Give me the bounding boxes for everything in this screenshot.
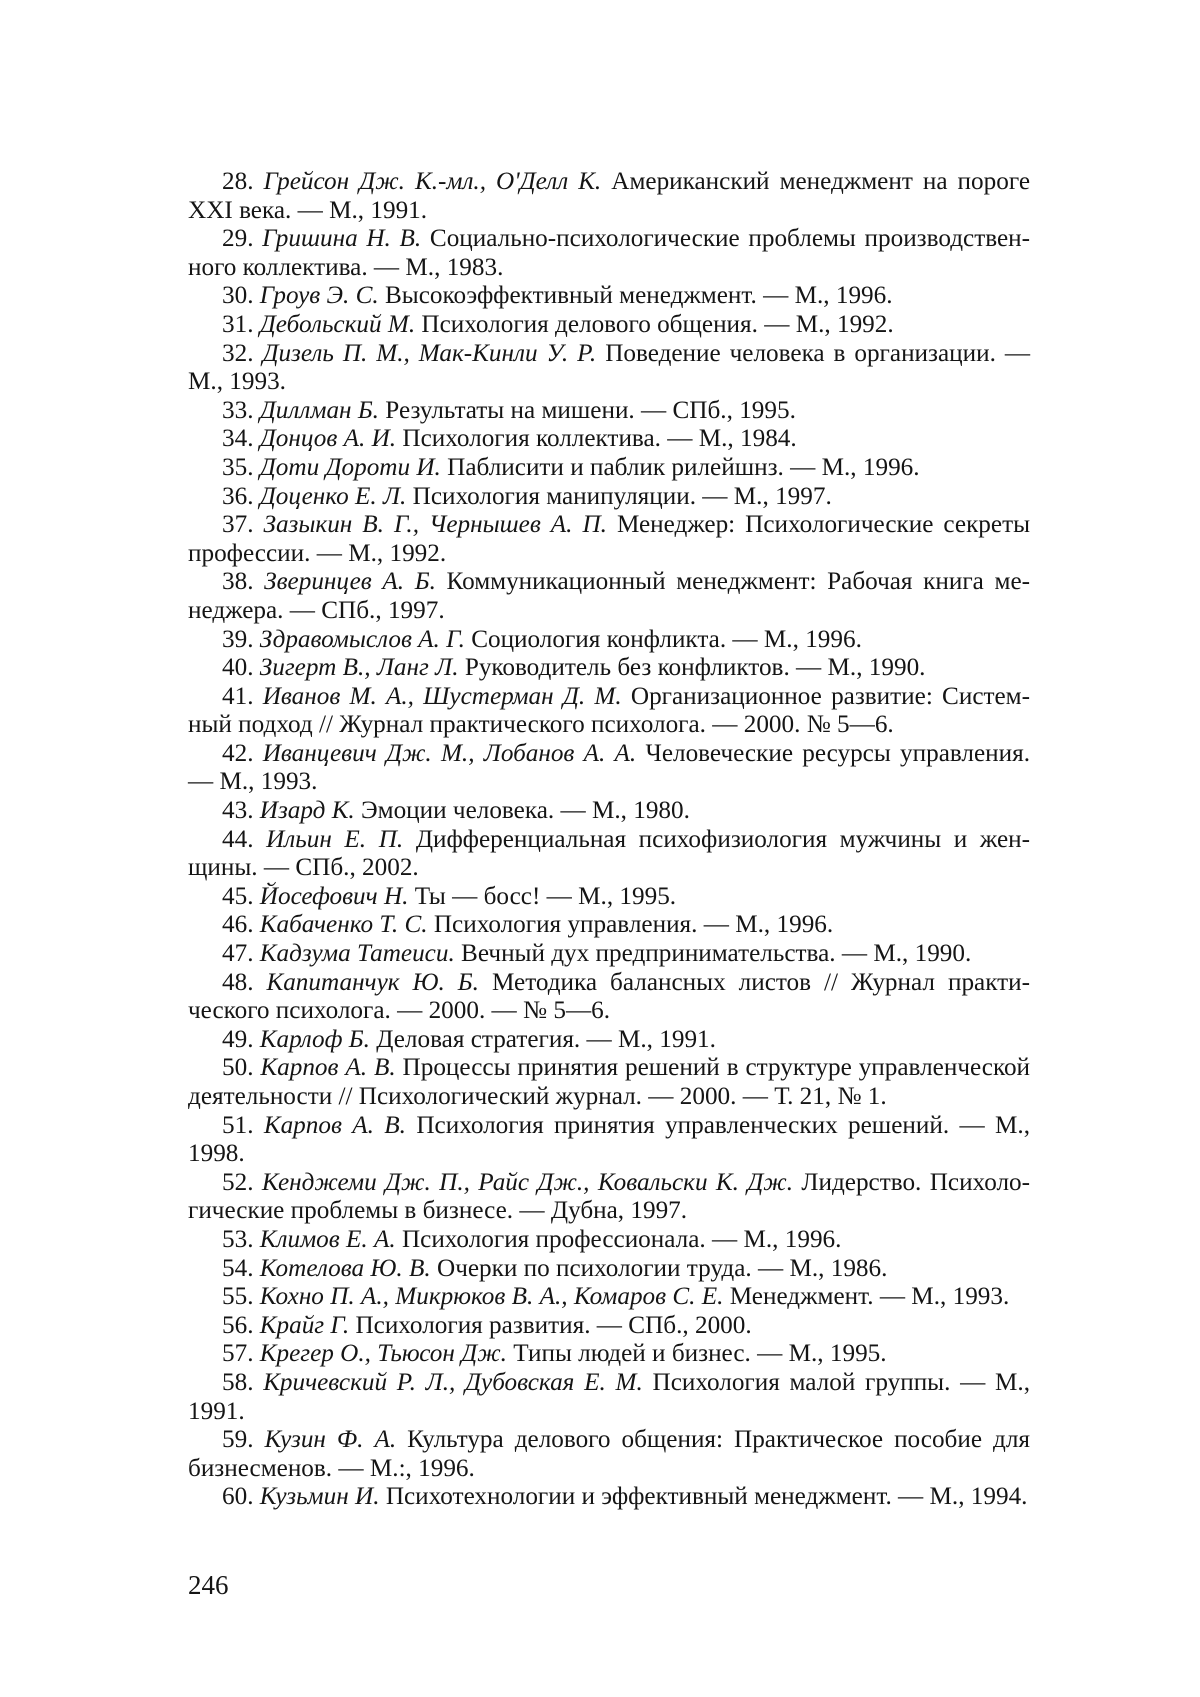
- reference-entry: [188, 969, 1030, 1026]
- reference-entry: [188, 1369, 1030, 1426]
- reference-authors: Крегер О., Тьюсон Дж.: [259, 1340, 507, 1368]
- reference-number: 49.: [222, 1025, 254, 1053]
- reference-number: 31.: [222, 310, 254, 338]
- reference-authors: Карлоф Б.: [259, 1025, 370, 1053]
- reference-number: 50.: [222, 1054, 254, 1082]
- reference-authors: Климов Е. А.: [259, 1225, 396, 1253]
- reference-authors: Дебольский М.: [259, 310, 416, 338]
- reference-authors: Крайг Г.: [259, 1311, 350, 1339]
- reference-text: Типы людей и бизнес. — М., 1995.: [513, 1340, 887, 1368]
- reference-text: Вечный дух предпринимательства. — М., 1990.: [461, 940, 972, 968]
- reference-number: 46.: [222, 911, 254, 939]
- reference-text: Поведение человека в организации. — М., 1993.: [188, 339, 1031, 396]
- reference-list: [188, 168, 1030, 1512]
- reference-number: 43.: [222, 797, 254, 825]
- reference-number: 39.: [222, 625, 254, 653]
- reference-entry: [188, 940, 1030, 969]
- reference-authors: Доценко Е. Л.: [259, 482, 407, 510]
- reference-text: Психология коллектива. — М., 1984.: [402, 425, 797, 453]
- reference-text: Психотехнологии и эффективный менеджмент. — М., 1994.: [385, 1483, 1028, 1511]
- reference-authors: Гроув Э. С.: [259, 282, 379, 310]
- reference-text: Психология манипуляции. — М., 1997.: [412, 482, 832, 510]
- reference-authors: Йосефович Н.: [259, 882, 409, 910]
- reference-text: Паблисити и паблик рилейшнз. — М., 1996.: [447, 453, 920, 481]
- reference-authors: Кузин Ф. А.: [264, 1426, 397, 1454]
- reference-authors: Зазыкин В. Г., Чернышев А. П.: [263, 511, 607, 539]
- reference-text: Ты — босс! — М., 1995.: [414, 882, 677, 910]
- reference-number: 47.: [222, 940, 254, 968]
- reference-authors: Кричевский Р. Л., Дубовская Е. М.: [263, 1368, 643, 1396]
- reference-authors: Карпов А. В.: [260, 1054, 396, 1082]
- reference-entry: [188, 1426, 1030, 1483]
- reference-text: Социально-психологические проблемы производственного коллектива. — М., 1983.: [188, 225, 1031, 281]
- reference-text: Психология малой группы. — М., 1991.: [188, 1368, 1031, 1425]
- reference-authors: Гришина Н. В.: [262, 225, 422, 253]
- reference-entry: [188, 911, 1030, 940]
- reference-authors: Котелова Ю. В.: [259, 1254, 431, 1282]
- reference-entry: [188, 740, 1030, 797]
- reference-authors: Доти Дороти И.: [259, 453, 441, 481]
- reference-number: 28.: [222, 168, 254, 195]
- reference-text: Психология развития. — СПб., 2000.: [355, 1311, 752, 1339]
- reference-entry: [188, 1112, 1030, 1169]
- reference-text: Культура делового общения: Практическое пособие для бизнесменов. — М.:, 1996.: [188, 1426, 1030, 1482]
- reference-text: Психология управления. — М., 1996.: [433, 911, 834, 939]
- reference-number: 38.: [222, 568, 254, 596]
- reference-authors: Изард К.: [259, 797, 355, 825]
- reference-authors: Грейсон Дж. К.-мл., О'Делл К.: [263, 168, 602, 195]
- reference-entry: [188, 397, 1030, 426]
- reference-number: 41.: [222, 682, 254, 710]
- reference-text: Руководитель без конфликтов. — М., 1990.: [464, 654, 926, 682]
- reference-text: Психология делового общения. — М., 1992.: [421, 310, 894, 338]
- reference-entry: [188, 1169, 1030, 1226]
- reference-entry: [188, 654, 1030, 683]
- reference-entry: [188, 340, 1030, 397]
- reference-text: Коммуникационный менеджмент: Рабочая книга менеджера. — СПб., 1997.: [188, 568, 1031, 624]
- reference-authors: Кузьмин И.: [259, 1483, 380, 1511]
- reference-entry: [188, 1483, 1030, 1512]
- reference-entry: [188, 225, 1030, 282]
- reference-authors: Кадзума Татеиси.: [259, 940, 455, 968]
- reference-entry: [188, 311, 1030, 340]
- reference-number: 44.: [222, 825, 254, 853]
- reference-authors: Донцов А. И.: [259, 425, 397, 453]
- reference-number: 45.: [222, 882, 254, 910]
- reference-text: Деловая стратегия. — М., 1991.: [376, 1025, 716, 1053]
- reference-text: Социология конфликта. — М., 1996.: [471, 625, 862, 653]
- reference-authors: Кенджеми Дж. П., Райс Дж., Ковальски К. Дж.: [261, 1168, 794, 1196]
- reference-authors: Иванцевич Дж. М., Лобанов А. А.: [262, 739, 637, 767]
- reference-text: Психология профессионала. — М., 1996.: [401, 1225, 842, 1253]
- reference-entry: [188, 797, 1030, 826]
- reference-number: 58.: [222, 1368, 254, 1396]
- reference-text: Процессы принятия решений в структуре управленческой деятельности // Психологический журнал. — 2000. — Т. 21, № 1.: [188, 1054, 1031, 1110]
- reference-entry: [188, 683, 1030, 740]
- reference-authors: Кабаченко Т. С.: [259, 911, 428, 939]
- reference-authors: Капитанчук Ю. Б.: [266, 968, 479, 996]
- reference-entry: [188, 1312, 1030, 1341]
- reference-entry: [188, 1255, 1030, 1284]
- reference-number: 54.: [222, 1254, 254, 1282]
- reference-number: 42.: [222, 739, 254, 767]
- reference-text: Человеческие ресурсы управления. — М., 1993.: [188, 739, 1031, 796]
- reference-number: 36.: [222, 482, 254, 510]
- reference-text: Результаты на мишени. — СПб., 1995.: [385, 396, 796, 424]
- reference-text: Организационное развитие: Системный подход // Журнал практического психолога. — 2000. № 5—6.: [188, 682, 1031, 739]
- reference-text: Психология принятия управленческих решений. — М., 1998.: [188, 1111, 1031, 1168]
- reference-number: 60.: [222, 1483, 254, 1511]
- reference-authors: Кохно П. А., Микрюков В. А., Комаров С. Е.: [259, 1283, 724, 1311]
- reference-entry: [188, 1283, 1030, 1312]
- reference-text: Методика балансных листов // Журнал практического психолога. — 2000. — № 5—6.: [188, 968, 1030, 1025]
- reference-number: 52.: [222, 1168, 254, 1196]
- reference-number: 35.: [222, 453, 254, 481]
- reference-number: 56.: [222, 1311, 254, 1339]
- reference-entry: [188, 626, 1030, 655]
- reference-text: Американский менеджмент на пороге XXI века. — М., 1991.: [188, 168, 1030, 224]
- bibliography-page: [188, 168, 1030, 1512]
- reference-text: Высокоэффективный менеджмент. — М., 1996.: [384, 282, 893, 310]
- reference-number: 37.: [222, 511, 254, 539]
- reference-authors: Диллман Б.: [259, 396, 379, 424]
- reference-entry: [188, 1054, 1030, 1111]
- reference-authors: Зигерт В., Ланг Л.: [259, 654, 459, 682]
- page-number: 246: [188, 1570, 229, 1600]
- reference-entry: [188, 425, 1030, 454]
- reference-entry: [188, 883, 1030, 912]
- reference-entry: [188, 568, 1030, 625]
- reference-text: Менеджмент. — М., 1993.: [729, 1283, 1010, 1311]
- reference-number: 33.: [222, 396, 254, 424]
- reference-entry: [188, 1340, 1030, 1369]
- reference-number: 40.: [222, 654, 254, 682]
- reference-number: 59.: [222, 1426, 254, 1454]
- reference-authors: Зверинцев А. Б.: [264, 568, 436, 596]
- reference-number: 32.: [222, 339, 254, 367]
- reference-number: 48.: [222, 968, 254, 996]
- reference-number: 29.: [222, 225, 254, 253]
- reference-entry: [188, 282, 1030, 311]
- reference-authors: Иванов М. А., Шустерман Д. М.: [262, 682, 622, 710]
- reference-entry: [188, 1226, 1030, 1255]
- reference-number: 53.: [222, 1225, 254, 1253]
- reference-entry: [188, 454, 1030, 483]
- reference-number: 55.: [222, 1283, 254, 1311]
- reference-number: 34.: [222, 425, 254, 453]
- reference-entry: [188, 483, 1030, 512]
- reference-entry: [188, 1026, 1030, 1055]
- reference-text: Менеджер: Психологические секреты профессии. — М., 1992.: [188, 511, 1031, 567]
- reference-number: 51.: [222, 1111, 254, 1139]
- reference-entry: [188, 168, 1030, 225]
- reference-text: Дифференциальная психофизиология мужчины и женщины. — СПб., 2002.: [188, 825, 1031, 882]
- reference-authors: Карпов А. В.: [263, 1111, 406, 1139]
- reference-authors: Здравомыслов А. Г.: [259, 625, 465, 653]
- reference-text: Очерки по психологии труда. — М., 1986.: [437, 1254, 888, 1282]
- reference-number: 30.: [222, 282, 254, 310]
- reference-authors: Ильин Е. П.: [266, 825, 404, 853]
- reference-number: 57.: [222, 1340, 254, 1368]
- reference-entry: [188, 826, 1030, 883]
- reference-text: Лидерство. Психологические проблемы в бизнесе. — Дубна, 1997.: [188, 1168, 1031, 1225]
- reference-entry: [188, 511, 1030, 568]
- reference-text: Эмоции человека. — М., 1980.: [361, 797, 690, 825]
- reference-authors: Дизель П. М., Мак-Кинли У. Р.: [262, 339, 597, 367]
